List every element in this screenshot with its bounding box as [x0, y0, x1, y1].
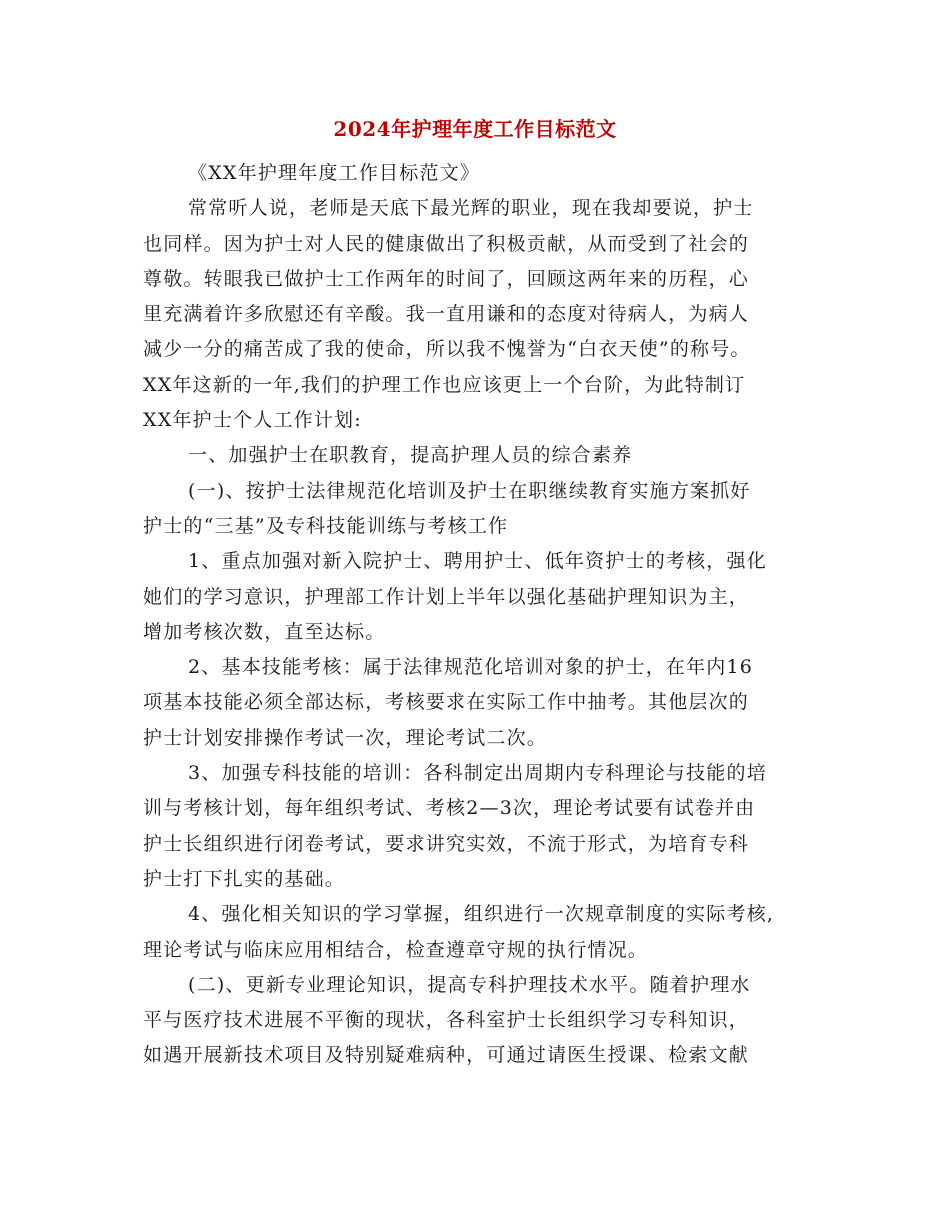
body-line: 增加考核次数，直至达标。 — [143, 620, 386, 643]
body-line: 一、加强护士在职教育，提高护理人员的综合素养 — [188, 444, 633, 467]
body-line: 平与医疗技术进展不平衡的现状，各科室护士长组织学习专科知识， — [143, 1009, 750, 1032]
body-line: 常常听人说，老师是天底下最光辉的职业，现在我却要说，护士 — [188, 197, 754, 220]
body-line: 减少一分的痛苦成了我的使命，所以我不愧誉为“白衣天使”的称号。 — [143, 338, 751, 361]
body-line: 护士长组织进行闭卷考试，要求讲究实效，不流于形式，为培育专科 — [143, 832, 750, 855]
body-line: (一)、按护士法律规范化培训及护士在职继续教育实施方案抓好 — [188, 479, 751, 502]
body-line: 1、重点加强对新入院护士、聘用护士、低年资护士的考核，强化 — [188, 550, 767, 573]
body-line: 2、基本技能考核：属于法律规范化培训对象的护士，在年内16 — [188, 656, 754, 679]
body-line: 护士的“三基”及专科技能训练与考核工作 — [143, 514, 509, 537]
document-title: 2024年护理年度工作目标范文 — [333, 117, 617, 141]
body-line: 尊敬。转眼我已做护士工作两年的时间了，回顾这两年来的历程，心 — [143, 267, 750, 290]
body-line: (二)、更新专业理论知识，提高专科护理技术水平。随着护理水 — [188, 973, 751, 996]
body-line: 护士计划安排操作考试一次，理论考试二次。 — [143, 726, 548, 749]
body-line: 4、强化相关知识的学习掌握，组织进行一次规章制度的实际考核, — [188, 903, 775, 926]
body-line: XX年这新的一年,我们的护理工作也应该更上一个台阶，为此特制订 — [143, 373, 746, 396]
body-line: 项基本技能必须全部达标，考核要求在实际工作中抽考。其他层次的 — [143, 691, 750, 714]
body-line: 她们的学习意识，护理部工作计划上半年以强化基础护理知识为主， — [143, 585, 750, 608]
body-line: 理论考试与临床应用相结合，检查遵章守规的执行情况。 — [143, 938, 649, 961]
body-line: XX年护士个人工作计划: — [143, 409, 362, 432]
body-line: 也同样。因为护士对人民的健康做出了积极贡献，从而受到了社会的 — [143, 232, 750, 255]
document-body — [143, 156, 833, 1074]
body-line: 《XX年护理年度工作目标范文》 — [188, 162, 481, 184]
body-line: 3、加强专科技能的培训：各科制定出周期内专科理论与技能的培 — [188, 762, 767, 785]
body-line: 护士打下扎实的基础。 — [143, 867, 346, 890]
body-line: 如遇开展新技术项目及特别疑难病种，可通过请医生授课、检索文献 — [143, 1044, 750, 1067]
body-line: 训与考核计划，每年组织考试、考核2—3次，理论考试要有试卷并由 — [143, 797, 756, 820]
body-line: 里充满着许多欣慰还有辛酸。我一直用谦和的态度对待病人，为病人 — [143, 303, 750, 326]
